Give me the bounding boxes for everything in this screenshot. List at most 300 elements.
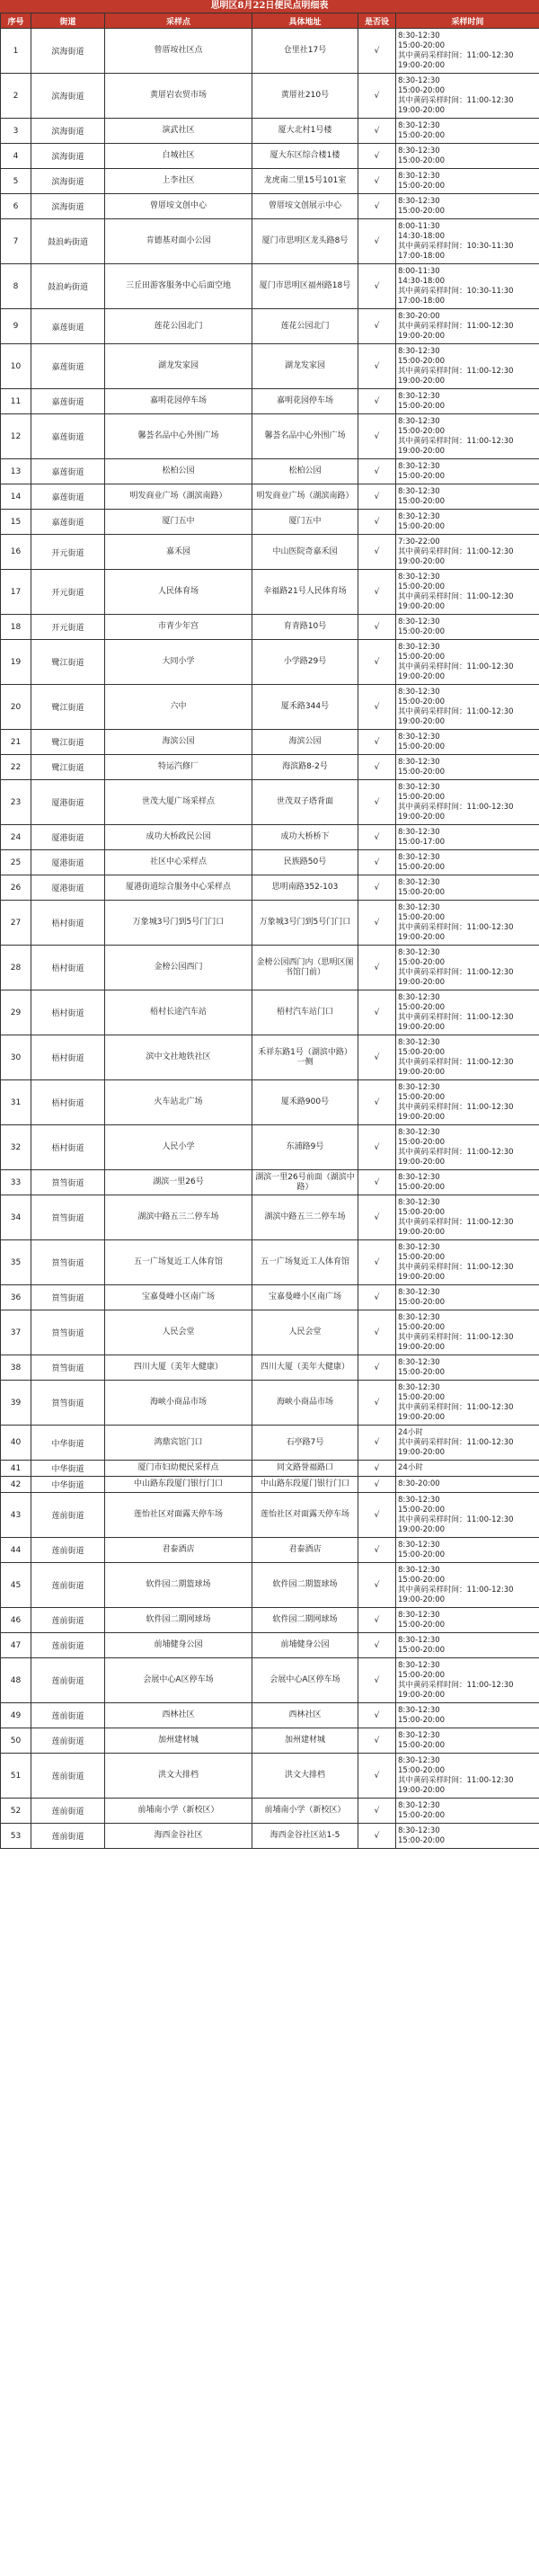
cell-street: 筼筜街道 <box>31 1285 105 1310</box>
cell-flag: √ <box>358 264 396 309</box>
cell-address: 宝嘉曼峰小区南广场 <box>252 1285 358 1310</box>
cell-flag: √ <box>358 1608 396 1633</box>
cell-street: 鹭江街道 <box>31 685 105 730</box>
table-row <box>1 1080 539 1125</box>
table-row <box>1 309 539 344</box>
cell-time: 8:30-12:30 15:00-20:00 <box>396 730 539 755</box>
cell-no: 49 <box>1 1703 31 1728</box>
cell-street: 梧村街道 <box>31 946 105 990</box>
cell-time: 8:30-12:30 15:00-20:00 其中黄码采样时间：11:00-12:30 19:00-20:00 <box>396 1195 539 1240</box>
cell-point: 嘉禾园 <box>105 535 252 570</box>
table-row <box>1 1240 539 1285</box>
cell-time: 8:30-12:30 15:00-20:00 <box>396 144 539 169</box>
cell-address: 黄厝社210号 <box>252 74 358 119</box>
cell-point: 四川大厦（美年大健康） <box>105 1355 252 1381</box>
table-row <box>1 344 539 389</box>
cell-flag: √ <box>358 219 396 264</box>
cell-no: 21 <box>1 730 31 755</box>
cell-address: 思明南路352-103 <box>252 875 358 901</box>
cell-point: 金榜公园西门 <box>105 946 252 990</box>
cell-flag: √ <box>358 1703 396 1728</box>
cell-point: 社区中心采样点 <box>105 850 252 875</box>
cell-point: 莲花公园北门 <box>105 309 252 344</box>
cell-point: 白城社区 <box>105 144 252 169</box>
cell-time: 8:30-12:30 15:00-20:00 其中黄码采样时间：11:00-12:30 19:00-20:00 <box>396 1493 539 1538</box>
cell-time: 8:30-12:30 15:00-20:00 其中黄码采样时间：11:00-12:30 19:00-20:00 <box>396 74 539 119</box>
table-row <box>1 1285 539 1310</box>
cell-street: 莲前街道 <box>31 1703 105 1728</box>
cell-address: 馨荟名品中心外围广场 <box>252 414 358 459</box>
cell-address: 人民会堂 <box>252 1310 358 1355</box>
cell-flag: √ <box>358 780 396 825</box>
cell-point: 海滨公园 <box>105 730 252 755</box>
cell-time: 8:30-12:30 15:00-20:00 <box>396 850 539 875</box>
cell-street: 莲前街道 <box>31 1658 105 1703</box>
cell-point: 加州建材城 <box>105 1728 252 1754</box>
cell-street: 嘉莲街道 <box>31 459 105 484</box>
table-body <box>1 29 539 1849</box>
cell-time: 8:30-12:30 15:00-20:00 其中黄码采样时间：11:00-12:30 19:00-20:00 <box>396 946 539 990</box>
cell-flag: √ <box>358 29 396 74</box>
cell-no: 10 <box>1 344 31 389</box>
cell-street: 开元街道 <box>31 615 105 640</box>
cell-no: 15 <box>1 510 31 535</box>
cell-time: 8:30-12:30 15:00-20:00 <box>396 1538 539 1563</box>
cell-flag: √ <box>358 484 396 510</box>
cell-street: 中华街道 <box>31 1461 105 1477</box>
table-row <box>1 615 539 640</box>
header-street: 街道 <box>31 13 105 29</box>
cell-time: 8:30-20:00 其中黄码采样时间：11:00-12:30 19:00-20:00 <box>396 309 539 344</box>
cell-flag: √ <box>358 1170 396 1195</box>
cell-flag: √ <box>358 344 396 389</box>
table-row <box>1 535 539 570</box>
cell-address: 金榜公园西门内（思明区图书馆门前） <box>252 946 358 990</box>
cell-no: 36 <box>1 1285 31 1310</box>
table-row <box>1 1493 539 1538</box>
table-row <box>1 1703 539 1728</box>
table-row <box>1 119 539 144</box>
cell-flag: √ <box>358 169 396 194</box>
cell-address: 石亭路7号 <box>252 1426 358 1461</box>
cell-time: 8:30-12:30 15:00-20:00 <box>396 194 539 219</box>
cell-no: 4 <box>1 144 31 169</box>
cell-time: 8:30-20:00 <box>396 1477 539 1493</box>
cell-no: 3 <box>1 119 31 144</box>
cell-point: 嘉明花园停车场 <box>105 389 252 414</box>
table-row <box>1 1035 539 1080</box>
cell-no: 52 <box>1 1799 31 1824</box>
cell-address: 西林社区 <box>252 1703 358 1728</box>
cell-flag: √ <box>358 119 396 144</box>
cell-time: 8:30-12:30 15:00-20:00 其中黄码采样时间：11:00-12:30 19:00-20:00 <box>396 640 539 685</box>
cell-flag: √ <box>358 570 396 615</box>
cell-flag: √ <box>358 901 396 946</box>
cell-address: 厦禾路344号 <box>252 685 358 730</box>
cell-street: 鹭江街道 <box>31 640 105 685</box>
table-row <box>1 946 539 990</box>
cell-address: 厦大东区综合楼1楼 <box>252 144 358 169</box>
cell-flag: √ <box>358 1381 396 1426</box>
cell-flag: √ <box>358 1461 396 1477</box>
cell-street: 厦港街道 <box>31 825 105 850</box>
cell-no: 48 <box>1 1658 31 1703</box>
cell-no: 46 <box>1 1608 31 1633</box>
cell-flag: √ <box>358 1658 396 1703</box>
cell-no: 20 <box>1 685 31 730</box>
cell-flag: √ <box>358 309 396 344</box>
cell-street: 梧村街道 <box>31 1035 105 1080</box>
cell-time: 8:30-12:30 15:00-20:00 <box>396 1170 539 1195</box>
table-row <box>1 1170 539 1195</box>
cell-time: 8:30-12:30 15:00-20:00 <box>396 1703 539 1728</box>
cell-no: 13 <box>1 459 31 484</box>
cell-point: 湖滨中路五三二停车场 <box>105 1195 252 1240</box>
cell-flag: √ <box>358 389 396 414</box>
cell-point: 厦港街道综合服务中心采样点 <box>105 875 252 901</box>
cell-street: 滨海街道 <box>31 74 105 119</box>
cell-flag: √ <box>358 1799 396 1824</box>
cell-flag: √ <box>358 1426 396 1461</box>
table-row <box>1 1563 539 1608</box>
cell-no: 12 <box>1 414 31 459</box>
table-row <box>1 1728 539 1754</box>
cell-time: 7:30-22:00 其中黄码采样时间：11:00-12:30 19:00-20:00 <box>396 535 539 570</box>
cell-address: 中山路东段厦门银行门口 <box>252 1477 358 1493</box>
table-row <box>1 1381 539 1426</box>
cell-point: 馨荟名品中心外围广场 <box>105 414 252 459</box>
cell-street: 筼筜街道 <box>31 1195 105 1240</box>
cell-time: 8:30-12:30 15:00-20:00 其中黄码采样时间：11:00-12:30 19:00-20:00 <box>396 1125 539 1170</box>
cell-address: 小学路29号 <box>252 640 358 685</box>
cell-no: 44 <box>1 1538 31 1563</box>
cell-street: 鹭江街道 <box>31 730 105 755</box>
cell-street: 筼筜街道 <box>31 1381 105 1426</box>
cell-point: 西林社区 <box>105 1703 252 1728</box>
table-row <box>1 1799 539 1824</box>
cell-point: 莲怡社区对面露天停车场 <box>105 1493 252 1538</box>
cell-address: 东浦路9号 <box>252 1125 358 1170</box>
cell-time: 8:30-12:30 15:00-20:00 <box>396 510 539 535</box>
cell-point: 会展中心A区停车场 <box>105 1658 252 1703</box>
cell-address: 明发商业广场（湖滨南路） <box>252 484 358 510</box>
cell-time: 8:30-12:30 15:00-20:00 其中黄码采样时间：11:00-12:30 19:00-20:00 <box>396 29 539 74</box>
cell-time: 8:30-12:30 15:00-20:00 <box>396 875 539 901</box>
table-row <box>1 755 539 780</box>
cell-flag: √ <box>358 1563 396 1608</box>
table-row <box>1 1355 539 1381</box>
cell-point: 鸿鼎宾馆门口 <box>105 1426 252 1461</box>
cell-address: 湖滨一里26号前面（湖滨中路） <box>252 1170 358 1195</box>
cell-point: 成功大桥政民公园 <box>105 825 252 850</box>
cell-address: 厦大北村1号楼 <box>252 119 358 144</box>
table-row <box>1 730 539 755</box>
cell-point: 大同小学 <box>105 640 252 685</box>
cell-no: 24 <box>1 825 31 850</box>
table-row <box>1 1310 539 1355</box>
cell-address: 海峡小商品市场 <box>252 1381 358 1426</box>
cell-time: 8:00-11:30 14:30-18:00 其中黄码采样时间：10:30-11:30 17:00-18:00 <box>396 264 539 309</box>
cell-no: 33 <box>1 1170 31 1195</box>
cell-street: 厦港街道 <box>31 780 105 825</box>
table-row <box>1 1461 539 1477</box>
cell-flag: √ <box>358 1195 396 1240</box>
cell-flag: √ <box>358 825 396 850</box>
table-row <box>1 875 539 901</box>
cell-time: 8:30-12:30 15:00-20:00 <box>396 1285 539 1310</box>
cell-no: 45 <box>1 1563 31 1608</box>
cell-flag: √ <box>358 875 396 901</box>
document-title: 思明区8月22日便民点明细表 <box>0 0 539 13</box>
cell-flag: √ <box>358 414 396 459</box>
cell-time: 8:30-12:30 15:00-20:00 其中黄码采样时间：11:00-12:30 19:00-20:00 <box>396 1080 539 1125</box>
cell-flag: √ <box>358 1754 396 1799</box>
cell-street: 厦港街道 <box>31 875 105 901</box>
cell-point: 梧村长途汽车站 <box>105 990 252 1035</box>
header-address: 具体地址 <box>252 13 358 29</box>
cell-address: 厦禾路900号 <box>252 1080 358 1125</box>
cell-point: 火车站北广场 <box>105 1080 252 1125</box>
cell-street: 嘉莲街道 <box>31 389 105 414</box>
cell-point: 肯德基对面小公园 <box>105 219 252 264</box>
cell-point: 软件园二期网球场 <box>105 1608 252 1633</box>
cell-time: 24小时 <box>396 1461 539 1477</box>
table-row <box>1 1477 539 1493</box>
cell-point: 人民体育场 <box>105 570 252 615</box>
cell-address: 湖龙发家园 <box>252 344 358 389</box>
cell-street: 嘉莲街道 <box>31 414 105 459</box>
cell-flag: √ <box>358 74 396 119</box>
cell-time: 8:30-12:30 15:00-20:00 <box>396 484 539 510</box>
header-time: 采样时间 <box>396 13 539 29</box>
cell-street: 鹭江街道 <box>31 755 105 780</box>
cell-no: 14 <box>1 484 31 510</box>
cell-time: 8:30-12:30 15:00-20:00 其中黄码采样时间：11:00-12:30 19:00-20:00 <box>396 414 539 459</box>
cell-address: 厦门市思明区福州路18号 <box>252 264 358 309</box>
table-row <box>1 389 539 414</box>
table-row <box>1 459 539 484</box>
cell-flag: √ <box>358 755 396 780</box>
cell-flag: √ <box>358 1035 396 1080</box>
cell-street: 滨海街道 <box>31 144 105 169</box>
table-row <box>1 685 539 730</box>
cell-time: 8:30-12:30 15:00-20:00 其中黄码采样时间：11:00-12:30 19:00-20:00 <box>396 570 539 615</box>
cell-time: 8:30-12:30 15:00-20:00 <box>396 1355 539 1381</box>
cell-point: 厦门市妇幼便民采样点 <box>105 1461 252 1477</box>
cell-time: 8:30-12:30 15:00-20:00 <box>396 1633 539 1658</box>
cell-street: 莲前街道 <box>31 1754 105 1799</box>
cell-flag: √ <box>358 1477 396 1493</box>
cell-flag: √ <box>358 1285 396 1310</box>
cell-flag: √ <box>358 194 396 219</box>
cell-address: 中山医院奇嘉禾园 <box>252 535 358 570</box>
cell-flag: √ <box>358 1728 396 1754</box>
cell-address: 海滨路8-2号 <box>252 755 358 780</box>
sampling-points-table <box>0 13 539 1849</box>
cell-point: 市青少年宫 <box>105 615 252 640</box>
cell-no: 51 <box>1 1754 31 1799</box>
table-header-row <box>1 13 539 29</box>
table-row <box>1 1125 539 1170</box>
cell-address: 海滨公园 <box>252 730 358 755</box>
cell-street: 滨海街道 <box>31 29 105 74</box>
cell-no: 32 <box>1 1125 31 1170</box>
cell-point: 曾厝垵社区点 <box>105 29 252 74</box>
table-row <box>1 570 539 615</box>
cell-no: 42 <box>1 1477 31 1493</box>
cell-address: 禾祥东路1号（湖滨中路）一侧 <box>252 1035 358 1080</box>
cell-no: 26 <box>1 875 31 901</box>
cell-no: 27 <box>1 901 31 946</box>
cell-flag: √ <box>358 1538 396 1563</box>
cell-address: 松柏公园 <box>252 459 358 484</box>
cell-no: 38 <box>1 1355 31 1381</box>
cell-flag: √ <box>358 730 396 755</box>
cell-address: 软件园二期篮球场 <box>252 1563 358 1608</box>
header-no: 序号 <box>1 13 31 29</box>
cell-no: 35 <box>1 1240 31 1285</box>
cell-street: 梧村街道 <box>31 990 105 1035</box>
cell-point: 湖滨一里26号 <box>105 1170 252 1195</box>
table-row <box>1 144 539 169</box>
cell-no: 22 <box>1 755 31 780</box>
cell-no: 7 <box>1 219 31 264</box>
cell-point: 海西金谷社区 <box>105 1824 252 1849</box>
cell-address: 龙虎南二里15号101室 <box>252 169 358 194</box>
cell-point: 上李社区 <box>105 169 252 194</box>
cell-street: 莲前街道 <box>31 1799 105 1824</box>
cell-point: 曾厝垵文创中心 <box>105 194 252 219</box>
cell-street: 莲前街道 <box>31 1608 105 1633</box>
cell-flag: √ <box>358 1080 396 1125</box>
table-row <box>1 990 539 1035</box>
cell-point: 前埔南小学（新校区） <box>105 1799 252 1824</box>
cell-time: 8:30-12:30 15:00-20:00 其中黄码采样时间：11:00-12:30 19:00-20:00 <box>396 780 539 825</box>
cell-address: 前埔健身公园 <box>252 1633 358 1658</box>
cell-flag: √ <box>358 946 396 990</box>
cell-point: 前埔健身公园 <box>105 1633 252 1658</box>
cell-street: 滨海街道 <box>31 119 105 144</box>
table-row <box>1 1426 539 1461</box>
cell-time: 8:30-12:30 15:00-20:00 其中黄码采样时间：11:00-12:30 19:00-20:00 <box>396 990 539 1035</box>
cell-flag: √ <box>358 144 396 169</box>
cell-street: 嘉莲街道 <box>31 344 105 389</box>
cell-address: 同文路誉福路口 <box>252 1461 358 1477</box>
cell-address: 海西金谷社区站1-5 <box>252 1824 358 1849</box>
cell-street: 筼筜街道 <box>31 1355 105 1381</box>
cell-address: 仓里社17号 <box>252 29 358 74</box>
table-row <box>1 850 539 875</box>
cell-no: 2 <box>1 74 31 119</box>
table-row <box>1 264 539 309</box>
cell-time: 8:30-12:30 15:00-20:00 其中黄码采样时间：11:00-12:30 19:00-20:00 <box>396 1381 539 1426</box>
cell-address: 四川大厦（美年大健康） <box>252 1355 358 1381</box>
cell-no: 23 <box>1 780 31 825</box>
table-row <box>1 414 539 459</box>
cell-street: 厦港街道 <box>31 850 105 875</box>
cell-address: 洪文大排档 <box>252 1754 358 1799</box>
table-row <box>1 484 539 510</box>
cell-time: 8:30-12:30 15:00-20:00 其中黄码采样时间：11:00-12:30 19:00-20:00 <box>396 1754 539 1799</box>
cell-time: 8:30-12:30 15:00-20:00 其中黄码采样时间：11:00-12:30 19:00-20:00 <box>396 344 539 389</box>
cell-flag: √ <box>358 1240 396 1285</box>
cell-flag: √ <box>358 1355 396 1381</box>
header-point: 采样点 <box>105 13 252 29</box>
table-row <box>1 169 539 194</box>
cell-point: 滨中文社地铁社区 <box>105 1035 252 1080</box>
cell-address: 君泰酒店 <box>252 1538 358 1563</box>
cell-point: 中山路东段厦门银行门口 <box>105 1477 252 1493</box>
cell-flag: √ <box>358 510 396 535</box>
cell-street: 筼筜街道 <box>31 1170 105 1195</box>
cell-no: 8 <box>1 264 31 309</box>
cell-no: 5 <box>1 169 31 194</box>
cell-street: 梧村街道 <box>31 1080 105 1125</box>
cell-address: 加州建材城 <box>252 1728 358 1754</box>
cell-no: 53 <box>1 1824 31 1849</box>
cell-address: 民族路50号 <box>252 850 358 875</box>
cell-address: 软件园二期网球场 <box>252 1608 358 1633</box>
cell-flag: √ <box>358 1824 396 1849</box>
cell-time: 8:30-12:30 15:00-20:00 其中黄码采样时间：11:00-12:30 19:00-20:00 <box>396 1563 539 1608</box>
cell-street: 莲前街道 <box>31 1493 105 1538</box>
cell-point: 人民会堂 <box>105 1310 252 1355</box>
cell-no: 28 <box>1 946 31 990</box>
cell-street: 梧村街道 <box>31 901 105 946</box>
table-row <box>1 194 539 219</box>
table-row <box>1 1754 539 1799</box>
cell-point: 松柏公园 <box>105 459 252 484</box>
table-row <box>1 74 539 119</box>
table-row <box>1 1608 539 1633</box>
cell-time: 8:30-12:30 15:00-20:00 其中黄码采样时间：11:00-12:30 19:00-20:00 <box>396 1310 539 1355</box>
cell-point: 万象城3号门到5号门门口 <box>105 901 252 946</box>
cell-no: 43 <box>1 1493 31 1538</box>
cell-street: 筼筜街道 <box>31 1240 105 1285</box>
cell-street: 开元街道 <box>31 535 105 570</box>
cell-street: 莲前街道 <box>31 1563 105 1608</box>
cell-no: 1 <box>1 29 31 74</box>
cell-no: 39 <box>1 1381 31 1426</box>
cell-point: 海峡小商品市场 <box>105 1381 252 1426</box>
cell-flag: √ <box>358 615 396 640</box>
cell-street: 莲前街道 <box>31 1728 105 1754</box>
table-row <box>1 510 539 535</box>
table-row <box>1 1633 539 1658</box>
cell-no: 40 <box>1 1426 31 1461</box>
cell-time: 8:30-12:30 15:00-17:00 <box>396 825 539 850</box>
table-row <box>1 1195 539 1240</box>
table-row <box>1 901 539 946</box>
cell-flag: √ <box>358 1310 396 1355</box>
cell-point: 软件园二期篮球场 <box>105 1563 252 1608</box>
cell-address: 嘉明花园停车场 <box>252 389 358 414</box>
cell-flag: √ <box>358 850 396 875</box>
table-row <box>1 1824 539 1849</box>
cell-time: 8:00-11:30 14:30-18:00 其中黄码采样时间：10:30-11:30 17:00-18:00 <box>396 219 539 264</box>
cell-street: 梧村街道 <box>31 1125 105 1170</box>
cell-no: 9 <box>1 309 31 344</box>
cell-time: 8:30-12:30 15:00-20:00 其中黄码采样时间：11:00-12:30 19:00-20:00 <box>396 1240 539 1285</box>
cell-street: 筼筜街道 <box>31 1310 105 1355</box>
cell-point: 厦门五中 <box>105 510 252 535</box>
cell-time: 8:30-12:30 15:00-20:00 其中黄码采样时间：11:00-12:30 19:00-20:00 <box>396 1658 539 1703</box>
table-row <box>1 640 539 685</box>
cell-street: 鼓浪屿街道 <box>31 264 105 309</box>
cell-point: 黄厝岩农贸市场 <box>105 74 252 119</box>
cell-point: 君泰酒店 <box>105 1538 252 1563</box>
cell-flag: √ <box>358 1125 396 1170</box>
